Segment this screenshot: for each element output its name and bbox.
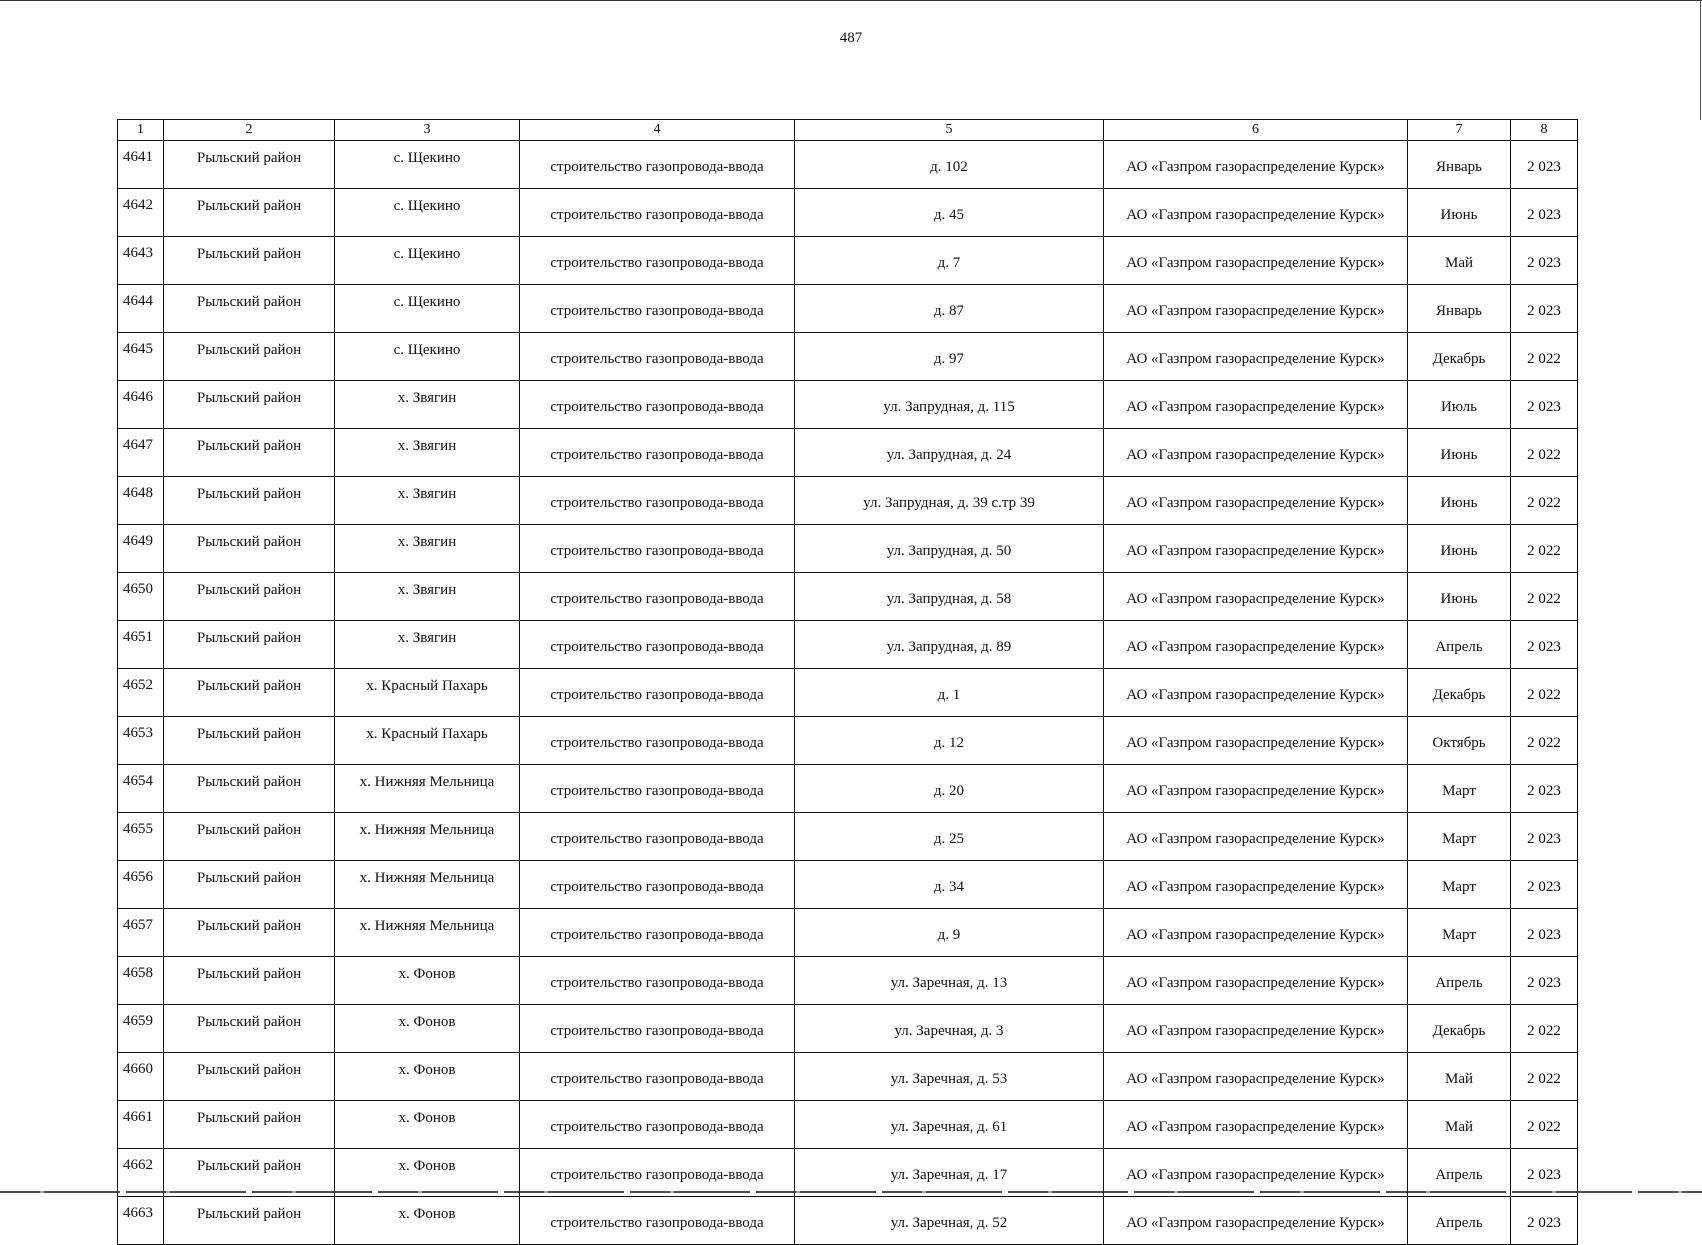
organization-cell: АО «Газпром газораспределение Курск»: [1104, 381, 1408, 429]
locality-cell: с. Щекино: [335, 285, 520, 333]
work-type-cell: строительство газопровода-ввода: [520, 189, 795, 237]
table-row: [118, 285, 1578, 333]
table-row: [118, 813, 1578, 861]
organization-cell: АО «Газпром газораспределение Курск»: [1104, 717, 1408, 765]
address-cell: ул. Заречная, д. 53: [795, 1053, 1104, 1101]
address-cell: ул. Заречная, д. 3: [795, 1005, 1104, 1053]
row-number-cell: 4649: [118, 525, 164, 573]
table-row: [118, 525, 1578, 573]
month-cell: Июнь: [1408, 429, 1511, 477]
scan-right-edge: [1700, 0, 1701, 120]
work-type-cell: строительство газопровода-ввода: [520, 1197, 795, 1245]
table-row: [118, 765, 1578, 813]
work-type-cell: строительство газопровода-ввода: [520, 909, 795, 957]
table-row: [118, 909, 1578, 957]
address-cell: д. 45: [795, 189, 1104, 237]
year-cell: 2 022: [1511, 669, 1578, 717]
district-cell: Рыльский район: [164, 717, 335, 765]
organization-cell: АО «Газпром газораспределение Курск»: [1104, 189, 1408, 237]
year-cell: 2 022: [1511, 477, 1578, 525]
month-cell: Март: [1408, 861, 1511, 909]
district-cell: Рыльский район: [164, 525, 335, 573]
table-row: [118, 1053, 1578, 1101]
row-number-cell: 4641: [118, 141, 164, 189]
year-cell: 2 023: [1511, 285, 1578, 333]
locality-cell: х. Фонов: [335, 1101, 520, 1149]
month-cell: Январь: [1408, 285, 1511, 333]
row-number-cell: 4651: [118, 621, 164, 669]
table-row: [118, 333, 1578, 381]
address-cell: ул. Заречная, д. 52: [795, 1197, 1104, 1245]
column-header: 3: [335, 120, 520, 141]
district-cell: Рыльский район: [164, 285, 335, 333]
organization-cell: АО «Газпром газораспределение Курск»: [1104, 285, 1408, 333]
column-header: 7: [1408, 120, 1511, 141]
row-number-cell: 4654: [118, 765, 164, 813]
address-cell: д. 20: [795, 765, 1104, 813]
address-cell: ул. Запрудная, д. 50: [795, 525, 1104, 573]
district-cell: Рыльский район: [164, 861, 335, 909]
row-number-cell: 4645: [118, 333, 164, 381]
organization-cell: АО «Газпром газораспределение Курск»: [1104, 141, 1408, 189]
work-type-cell: строительство газопровода-ввода: [520, 333, 795, 381]
month-cell: Январь: [1408, 141, 1511, 189]
district-cell: Рыльский район: [164, 1053, 335, 1101]
work-type-cell: строительство газопровода-ввода: [520, 765, 795, 813]
column-header: 5: [795, 120, 1104, 141]
table-row: [118, 429, 1578, 477]
table-row: [118, 621, 1578, 669]
address-cell: д. 34: [795, 861, 1104, 909]
year-cell: 2 023: [1511, 237, 1578, 285]
table-row: [118, 1005, 1578, 1053]
address-cell: ул. Запрудная, д. 89: [795, 621, 1104, 669]
document-table: [117, 119, 1578, 1245]
month-cell: Июль: [1408, 381, 1511, 429]
row-number-cell: 4652: [118, 669, 164, 717]
year-cell: 2 022: [1511, 1053, 1578, 1101]
locality-cell: х. Красный Пахарь: [335, 717, 520, 765]
locality-cell: х. Звягин: [335, 573, 520, 621]
year-cell: 2 023: [1511, 957, 1578, 1005]
organization-cell: АО «Газпром газораспределение Курск»: [1104, 477, 1408, 525]
table-row: [118, 477, 1578, 525]
work-type-cell: строительство газопровода-ввода: [520, 1053, 795, 1101]
district-cell: Рыльский район: [164, 669, 335, 717]
district-cell: Рыльский район: [164, 573, 335, 621]
row-number-cell: 4657: [118, 909, 164, 957]
locality-cell: х. Нижняя Мельница: [335, 765, 520, 813]
district-cell: Рыльский район: [164, 909, 335, 957]
district-cell: Рыльский район: [164, 237, 335, 285]
scan-bottom-line: [0, 1191, 1702, 1193]
organization-cell: АО «Газпром газораспределение Курск»: [1104, 1005, 1408, 1053]
district-cell: Рыльский район: [164, 957, 335, 1005]
organization-cell: АО «Газпром газораспределение Курск»: [1104, 813, 1408, 861]
year-cell: 2 022: [1511, 1005, 1578, 1053]
table-row: [118, 1101, 1578, 1149]
month-cell: Май: [1408, 1101, 1511, 1149]
locality-cell: х. Фонов: [335, 1149, 520, 1197]
organization-cell: АО «Газпром газораспределение Курск»: [1104, 909, 1408, 957]
month-cell: Июнь: [1408, 189, 1511, 237]
work-type-cell: строительство газопровода-ввода: [520, 237, 795, 285]
district-cell: Рыльский район: [164, 429, 335, 477]
month-cell: Декабрь: [1408, 669, 1511, 717]
work-type-cell: строительство газопровода-ввода: [520, 141, 795, 189]
row-number-cell: 4660: [118, 1053, 164, 1101]
address-cell: д. 97: [795, 333, 1104, 381]
address-cell: д. 25: [795, 813, 1104, 861]
address-cell: д. 102: [795, 141, 1104, 189]
district-cell: Рыльский район: [164, 381, 335, 429]
work-type-cell: строительство газопровода-ввода: [520, 285, 795, 333]
page-number: 487: [839, 30, 863, 46]
column-header: 1: [118, 120, 164, 141]
district-cell: Рыльский район: [164, 1197, 335, 1245]
work-type-cell: строительство газопровода-ввода: [520, 1149, 795, 1197]
table-row: [118, 717, 1578, 765]
row-number-cell: 4656: [118, 861, 164, 909]
year-cell: 2 022: [1511, 1101, 1578, 1149]
table-body: [118, 141, 1578, 1245]
month-cell: Март: [1408, 765, 1511, 813]
organization-cell: АО «Газпром газораспределение Курск»: [1104, 765, 1408, 813]
month-cell: Апрель: [1408, 957, 1511, 1005]
table-row: [118, 669, 1578, 717]
year-cell: 2 023: [1511, 909, 1578, 957]
address-cell: ул. Запрудная, д. 58: [795, 573, 1104, 621]
month-cell: Июнь: [1408, 573, 1511, 621]
work-type-cell: строительство газопровода-ввода: [520, 621, 795, 669]
row-number-cell: 4663: [118, 1197, 164, 1245]
year-cell: 2 023: [1511, 189, 1578, 237]
work-type-cell: строительство газопровода-ввода: [520, 573, 795, 621]
address-cell: д. 9: [795, 909, 1104, 957]
organization-cell: АО «Газпром газораспределение Курск»: [1104, 333, 1408, 381]
district-cell: Рыльский район: [164, 189, 335, 237]
month-cell: Апрель: [1408, 1197, 1511, 1245]
column-header: 2: [164, 120, 335, 141]
row-number-cell: 4646: [118, 381, 164, 429]
locality-cell: х. Звягин: [335, 621, 520, 669]
locality-cell: х. Звягин: [335, 477, 520, 525]
locality-cell: х. Фонов: [335, 1005, 520, 1053]
organization-cell: АО «Газпром газораспределение Курск»: [1104, 573, 1408, 621]
locality-cell: х. Нижняя Мельница: [335, 909, 520, 957]
month-cell: Июнь: [1408, 477, 1511, 525]
address-cell: ул. Заречная, д. 61: [795, 1101, 1104, 1149]
row-number-cell: 4642: [118, 189, 164, 237]
year-cell: 2 022: [1511, 717, 1578, 765]
organization-cell: АО «Газпром газораспределение Курск»: [1104, 1053, 1408, 1101]
month-cell: Май: [1408, 237, 1511, 285]
work-type-cell: строительство газопровода-ввода: [520, 1005, 795, 1053]
locality-cell: х. Нижняя Мельница: [335, 861, 520, 909]
address-cell: д. 87: [795, 285, 1104, 333]
district-cell: Рыльский район: [164, 141, 335, 189]
month-cell: Апрель: [1408, 1149, 1511, 1197]
work-type-cell: строительство газопровода-ввода: [520, 717, 795, 765]
locality-cell: х. Фонов: [335, 1053, 520, 1101]
work-type-cell: строительство газопровода-ввода: [520, 861, 795, 909]
table-row: [118, 141, 1578, 189]
organization-cell: АО «Газпром газораспределение Курск»: [1104, 1149, 1408, 1197]
organization-cell: АО «Газпром газораспределение Курск»: [1104, 861, 1408, 909]
scan-top-edge: [0, 0, 1702, 1]
work-type-cell: строительство газопровода-ввода: [520, 957, 795, 1005]
year-cell: 2 022: [1511, 429, 1578, 477]
organization-cell: АО «Газпром газораспределение Курск»: [1104, 237, 1408, 285]
year-cell: 2 023: [1511, 141, 1578, 189]
year-cell: 2 023: [1511, 1197, 1578, 1245]
district-cell: Рыльский район: [164, 1101, 335, 1149]
organization-cell: АО «Газпром газораспределение Курск»: [1104, 957, 1408, 1005]
year-cell: 2 023: [1511, 861, 1578, 909]
table-row: [118, 189, 1578, 237]
table-row: [118, 1197, 1578, 1245]
organization-cell: АО «Газпром газораспределение Курск»: [1104, 429, 1408, 477]
work-type-cell: строительство газопровода-ввода: [520, 381, 795, 429]
organization-cell: АО «Газпром газораспределение Курск»: [1104, 669, 1408, 717]
month-cell: Апрель: [1408, 621, 1511, 669]
district-cell: Рыльский район: [164, 1149, 335, 1197]
year-cell: 2 023: [1511, 621, 1578, 669]
table-row: [118, 861, 1578, 909]
row-number-cell: 4659: [118, 1005, 164, 1053]
locality-cell: с. Щекино: [335, 333, 520, 381]
row-number-cell: 4643: [118, 237, 164, 285]
district-cell: Рыльский район: [164, 765, 335, 813]
year-cell: 2 023: [1511, 813, 1578, 861]
organization-cell: АО «Газпром газораспределение Курск»: [1104, 1197, 1408, 1245]
month-cell: Декабрь: [1408, 1005, 1511, 1053]
row-number-cell: 4662: [118, 1149, 164, 1197]
locality-cell: х. Звягин: [335, 429, 520, 477]
work-type-cell: строительство газопровода-ввода: [520, 429, 795, 477]
month-cell: Октябрь: [1408, 717, 1511, 765]
organization-cell: АО «Газпром газораспределение Курск»: [1104, 1101, 1408, 1149]
district-cell: Рыльский район: [164, 333, 335, 381]
row-number-cell: 4655: [118, 813, 164, 861]
year-cell: 2 023: [1511, 381, 1578, 429]
row-number-cell: 4658: [118, 957, 164, 1005]
locality-cell: с. Щекино: [335, 141, 520, 189]
address-cell: ул. Запрудная, д. 115: [795, 381, 1104, 429]
table-row: [118, 573, 1578, 621]
address-cell: ул. Заречная, д. 17: [795, 1149, 1104, 1197]
column-header: 8: [1511, 120, 1578, 141]
row-number-cell: 4644: [118, 285, 164, 333]
locality-cell: с. Щекино: [335, 237, 520, 285]
table-header-row: [118, 120, 1578, 141]
district-cell: Рыльский район: [164, 477, 335, 525]
month-cell: Май: [1408, 1053, 1511, 1101]
organization-cell: АО «Газпром газораспределение Курск»: [1104, 621, 1408, 669]
row-number-cell: 4653: [118, 717, 164, 765]
table-row: [118, 957, 1578, 1005]
address-cell: д. 1: [795, 669, 1104, 717]
work-type-cell: строительство газопровода-ввода: [520, 525, 795, 573]
year-cell: 2 023: [1511, 1149, 1578, 1197]
row-number-cell: 4650: [118, 573, 164, 621]
month-cell: Декабрь: [1408, 333, 1511, 381]
district-cell: Рыльский район: [164, 813, 335, 861]
organization-cell: АО «Газпром газораспределение Курск»: [1104, 525, 1408, 573]
locality-cell: х. Фонов: [335, 1197, 520, 1245]
column-header: 4: [520, 120, 795, 141]
table-row: [118, 237, 1578, 285]
year-cell: 2 023: [1511, 765, 1578, 813]
column-header: 6: [1104, 120, 1408, 141]
address-cell: ул. Запрудная, д. 24: [795, 429, 1104, 477]
year-cell: 2 022: [1511, 525, 1578, 573]
locality-cell: х. Красный Пахарь: [335, 669, 520, 717]
row-number-cell: 4648: [118, 477, 164, 525]
locality-cell: с. Щекино: [335, 189, 520, 237]
district-cell: Рыльский район: [164, 1005, 335, 1053]
address-cell: ул. Заречная, д. 13: [795, 957, 1104, 1005]
locality-cell: х. Фонов: [335, 957, 520, 1005]
row-number-cell: 4647: [118, 429, 164, 477]
address-cell: д. 7: [795, 237, 1104, 285]
work-type-cell: строительство газопровода-ввода: [520, 477, 795, 525]
address-cell: д. 12: [795, 717, 1104, 765]
year-cell: 2 022: [1511, 333, 1578, 381]
row-number-cell: 4661: [118, 1101, 164, 1149]
month-cell: Июнь: [1408, 525, 1511, 573]
month-cell: Март: [1408, 813, 1511, 861]
work-type-cell: строительство газопровода-ввода: [520, 1101, 795, 1149]
district-cell: Рыльский район: [164, 621, 335, 669]
address-cell: ул. Запрудная, д. 39 с.тр 39: [795, 477, 1104, 525]
work-type-cell: строительство газопровода-ввода: [520, 669, 795, 717]
table-row: [118, 1149, 1578, 1197]
year-cell: 2 022: [1511, 573, 1578, 621]
locality-cell: х. Звягин: [335, 381, 520, 429]
work-type-cell: строительство газопровода-ввода: [520, 813, 795, 861]
table-row: [118, 381, 1578, 429]
locality-cell: х. Нижняя Мельница: [335, 813, 520, 861]
locality-cell: х. Звягин: [335, 525, 520, 573]
month-cell: Март: [1408, 909, 1511, 957]
